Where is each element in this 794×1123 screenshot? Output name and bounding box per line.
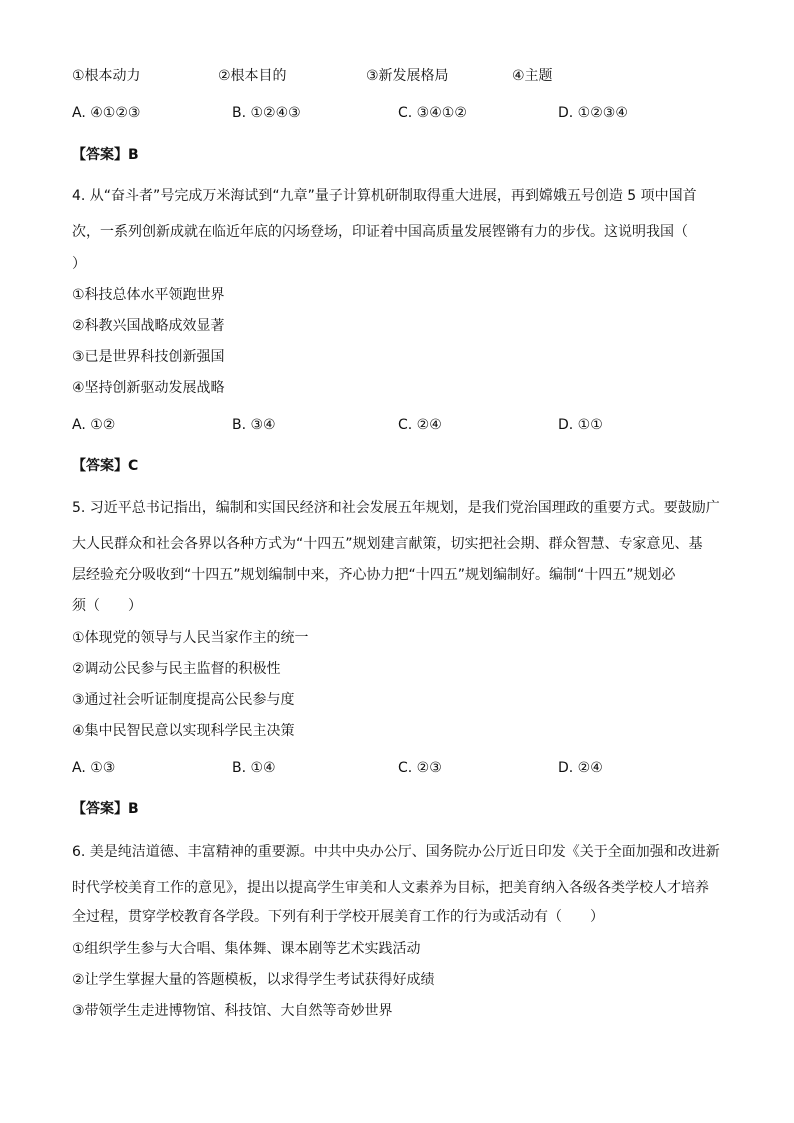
q6-statement-2: ②让学生掌握大量的答题模板，以求得学生考试获得好成绩 bbox=[72, 972, 435, 988]
q5-stem-line-4: 须（ ） bbox=[72, 598, 142, 614]
q5-statement-4: ④集中民智民意以实现科学民主决策 bbox=[72, 723, 295, 739]
q3-item-4: ④主题 bbox=[512, 68, 553, 84]
q5-statement-1: ①体现党的领导与人民当家作主的统一 bbox=[72, 630, 309, 646]
q6-statement-1: ①组织学生参与大合唱、集体舞、课本剧等艺术实践活动 bbox=[72, 941, 421, 957]
q3-answer: 【答案】B bbox=[72, 147, 139, 163]
q3-option-d: D. ①②③④ bbox=[558, 105, 628, 121]
q4-statement-4: ④坚持创新驱动发展战略 bbox=[72, 380, 225, 396]
q6-statement-3: ③带领学生走进博物馆、科技馆、大自然等奇妙世界 bbox=[72, 1003, 393, 1019]
q3-item-1: ①根本动力 bbox=[72, 68, 141, 84]
q4-answer: 【答案】C bbox=[72, 458, 139, 474]
q4-option-c: C. ②④ bbox=[398, 417, 442, 433]
q4-stem-line-2: 次，一系列创新成就在临近年底的闪场登场，印证着中国高质量发展铿锵有力的步伐。这说明我国（ bbox=[72, 224, 688, 240]
q5-stem-line-2: 大人民群众和社会各界以各种方式为“十四五”规划建言献策，切实把社会期、群众智慧、专家意见、基 bbox=[72, 536, 703, 552]
q4-statement-2: ②科教兴国战略成效显著 bbox=[72, 318, 225, 334]
q4-stem-line-1: 4. 从“奋斗者”号完成万米海试到“九章”量子计算机研制取得重大进展，再到嫦娥五号创造 5 项中国首 bbox=[72, 188, 697, 204]
q4-option-b: B. ③④ bbox=[232, 417, 276, 433]
q3-items-row bbox=[72, 66, 732, 86]
q5-option-c: C. ②③ bbox=[398, 760, 442, 776]
q4-option-d: D. ①① bbox=[558, 417, 603, 433]
q4-stem-line-3: ） bbox=[72, 256, 86, 272]
q5-options-row bbox=[72, 758, 732, 778]
q4-options-row bbox=[72, 415, 732, 435]
q3-item-3: ③新发展格局 bbox=[366, 68, 449, 84]
q5-option-a: A. ①③ bbox=[72, 760, 116, 776]
q5-option-b: B. ①④ bbox=[232, 760, 276, 776]
q4-option-a: A. ①② bbox=[72, 417, 116, 433]
q5-option-d: D. ②④ bbox=[558, 760, 603, 776]
q5-statement-3: ③通过社会听证制度提高公民参与度 bbox=[72, 692, 295, 708]
q5-answer: 【答案】B bbox=[72, 801, 139, 817]
q3-option-a: A. ④①②③ bbox=[72, 105, 141, 121]
q4-statement-1: ①科技总体水平领跑世界 bbox=[72, 287, 225, 303]
q6-stem-line-2: 时代学校美育工作的意见》，提出以提高学生审美和人文素养为目标，把美育纳入各级各类学校人才培养 bbox=[72, 880, 709, 896]
q3-option-c: C. ③④①② bbox=[398, 105, 467, 121]
q4-statement-3: ③已是世界科技创新强国 bbox=[72, 349, 225, 365]
q5-stem-line-1: 5. 习近平总书记指出，编制和实国民经济和社会发展五年规划，是我们党治国理政的重要方式。要鼓励广 bbox=[72, 500, 720, 516]
q6-stem-line-3: 全过程，贯穿学校教育各学段。下列有利于学校开展美育工作的行为或活动有（ ） bbox=[72, 909, 604, 925]
q5-statement-2: ②调动公民参与民主监督的积极性 bbox=[72, 661, 281, 677]
q3-options-row bbox=[72, 103, 732, 123]
q5-stem-line-3: 层经验充分吸收到“十四五”规划编制中来，齐心协力把“十四五”规划编制好。编制“十四五”规划必 bbox=[72, 567, 676, 583]
q3-option-b: B. ①②④③ bbox=[232, 105, 301, 121]
q3-item-2: ②根本目的 bbox=[218, 68, 287, 84]
q6-stem-line-1: 6. 美是纯洁道德、丰富精神的重要源。中共中央办公厅、国务院办公厅近日印发《关于全面加强和改进新 bbox=[72, 844, 720, 860]
